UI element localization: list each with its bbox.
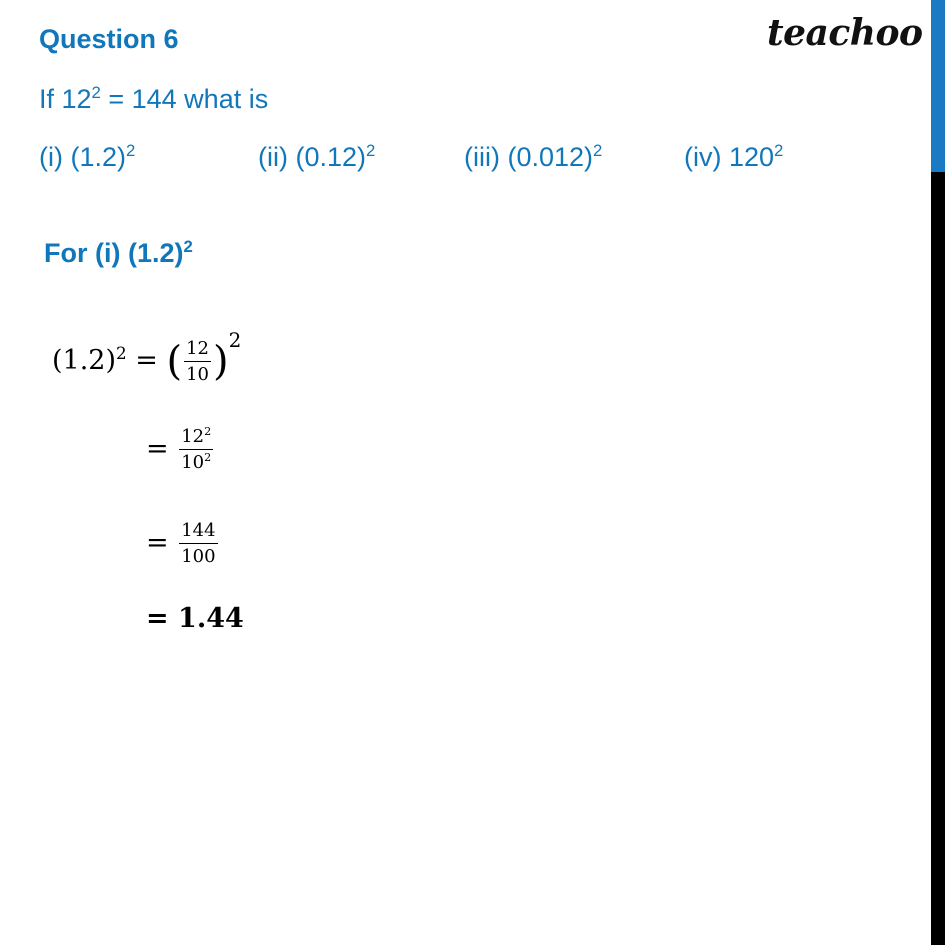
equals-sign: = — [146, 433, 169, 465]
numerator: 144 — [181, 520, 216, 541]
teachoo-logo: teachoo — [767, 12, 923, 54]
denominator: 10 — [184, 361, 211, 384]
fraction — [179, 522, 217, 566]
part-exponent: 2 — [774, 141, 784, 160]
solution-step-3 — [146, 522, 220, 566]
fraction — [184, 337, 211, 385]
denominator-base: 10 — [181, 452, 205, 473]
part-exponent: 2 — [366, 141, 376, 160]
lhs-exponent: 2 — [116, 343, 127, 363]
part-exponent: 2 — [126, 141, 136, 160]
right-paren: ) — [213, 338, 229, 385]
solution-result — [146, 603, 244, 634]
part-i — [39, 142, 135, 173]
numerator-base: 12 — [181, 426, 205, 447]
result-value: 1.44 — [178, 603, 244, 634]
equals-sign: = — [146, 603, 169, 634]
prompt-base: If 12 — [39, 84, 92, 114]
part-label: (ii) (0.12) — [258, 142, 367, 172]
part-iii — [464, 142, 602, 173]
numerator-exponent: 2 — [204, 425, 212, 438]
numerator: 12 — [186, 337, 209, 359]
part-iv — [684, 142, 783, 173]
part-exponent: 2 — [593, 141, 603, 160]
numerator — [179, 425, 213, 449]
outer-exponent: 2 — [228, 328, 242, 352]
part-label: (i) (1.2) — [39, 142, 126, 172]
equals-sign: = — [135, 345, 158, 376]
fraction — [179, 425, 213, 473]
part-label: (iv) 120 — [684, 142, 775, 172]
equals-sign: = — [146, 527, 169, 559]
question-prompt — [39, 84, 268, 115]
section-heading-text: For (i) (1.2) — [44, 238, 184, 268]
left-paren: ( — [166, 338, 183, 385]
lhs-expression: (1.2) — [52, 345, 117, 376]
section-heading — [44, 238, 193, 269]
scrollbar-thumb[interactable] — [931, 0, 945, 172]
solution-step-2 — [146, 425, 215, 473]
prompt-exponent: 2 — [91, 83, 101, 102]
part-ii — [258, 142, 375, 173]
solution-step-1 — [52, 328, 241, 384]
section-heading-exponent: 2 — [183, 237, 193, 256]
denominator: 100 — [179, 543, 217, 566]
denominator — [179, 449, 213, 472]
part-label: (iii) (0.012) — [464, 142, 594, 172]
question-title: Question 6 — [39, 24, 179, 54]
denominator-exponent: 2 — [204, 451, 212, 464]
prompt-rest: = 144 what is — [100, 84, 269, 114]
